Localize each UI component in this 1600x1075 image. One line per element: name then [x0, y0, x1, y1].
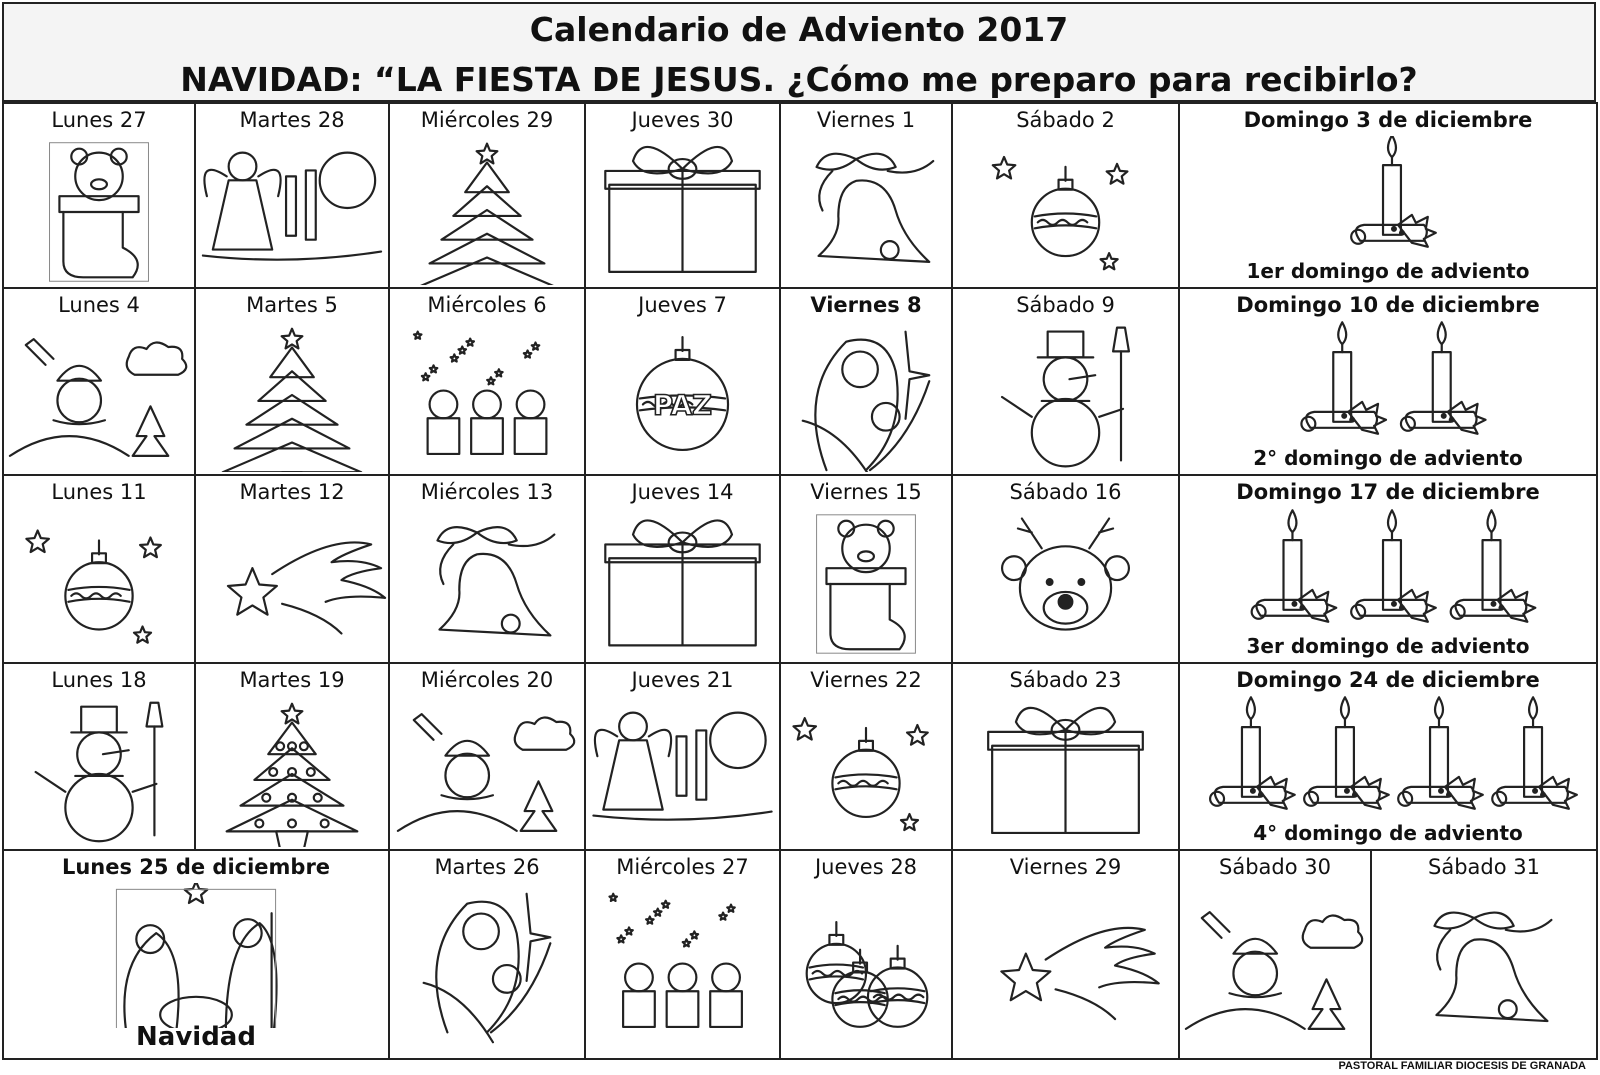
navidad-caption: Navidad	[136, 1022, 256, 1052]
day-label: Jueves 28	[814, 855, 918, 879]
bell-icon	[390, 508, 584, 660]
snowman-icon	[953, 321, 1178, 472]
day-label: Martes 28	[239, 108, 345, 132]
advent-candle-icon	[1180, 136, 1596, 257]
calendar-day-cell	[951, 662, 1180, 851]
advent-sunday-caption: 2° domingo de adviento	[1253, 446, 1523, 470]
virgin-mary-icon	[781, 321, 951, 472]
day-label: Sábado 9	[1016, 293, 1115, 317]
calendar-day-cell	[779, 474, 953, 664]
gift-box-icon	[586, 136, 779, 285]
advent-candle-icon	[1180, 508, 1596, 632]
bell-icon	[781, 136, 951, 285]
day-label: Viernes 22	[810, 668, 922, 692]
calendar-day-cell	[2, 102, 196, 289]
nativity-icon	[4, 883, 388, 1028]
calendar-day-cell	[1178, 102, 1598, 289]
calendar-day-cell	[194, 662, 390, 851]
calendar-day-cell	[779, 287, 953, 476]
calendar-day-cell	[388, 102, 586, 289]
snowman-broom-cloud-icon	[390, 696, 584, 847]
calendar-day-cell	[951, 474, 1180, 664]
stocking-bear-icon	[781, 508, 951, 660]
ornament-icon	[953, 136, 1178, 285]
calendar-day-cell	[1370, 849, 1598, 1060]
snowman-broom-cloud-icon	[1180, 883, 1370, 1056]
day-label: Miércoles 27	[616, 855, 749, 879]
day-label: Domingo 24 de diciembre	[1236, 668, 1540, 692]
calendar-day-cell	[194, 102, 390, 289]
svg-text:PAZ: PAZ	[652, 388, 713, 422]
day-label: Viernes 1	[816, 108, 916, 132]
carolers-icon	[586, 883, 779, 1056]
advent-candle-icon	[1180, 696, 1596, 819]
day-label: Sábado 23	[1009, 668, 1122, 692]
calendar-day-cell	[388, 849, 586, 1060]
ornament-icon	[781, 696, 951, 847]
day-label: Domingo 17 de diciembre	[1236, 480, 1540, 504]
day-label: Miércoles 20	[420, 668, 554, 692]
day-label: Sábado 16	[1009, 480, 1122, 504]
paz-ornament-icon	[586, 321, 779, 472]
calendar-day-cell	[584, 849, 781, 1060]
angel-candles-icon	[586, 696, 779, 847]
day-label: Martes 19	[239, 668, 345, 692]
footer-credit: PASTORAL FAMILIAR DIOCESIS DE GRANADA	[1338, 1060, 1586, 1072]
snowman-icon	[4, 696, 194, 847]
day-label: Jueves 7	[638, 293, 727, 317]
day-label: Domingo 10 de diciembre	[1236, 293, 1540, 317]
calendar-day-cell	[1178, 474, 1598, 664]
calendar-day-cell	[388, 662, 586, 851]
day-label: Viernes 15	[810, 480, 922, 504]
calendar-day-cell	[779, 102, 953, 289]
decorated-tree-icon	[196, 696, 388, 847]
three-ornaments-icon	[781, 883, 951, 1056]
calendar-day-cell	[1178, 287, 1598, 476]
ornament-icon	[4, 508, 194, 660]
christmas-tree-icon	[196, 321, 388, 472]
calendar-day-cell	[2, 474, 196, 664]
day-label: Domingo 3 de diciembre	[1243, 108, 1533, 132]
advent-calendar-grid	[2, 102, 1596, 1058]
gift-box-icon	[586, 508, 779, 660]
calendar-day-cell	[584, 287, 781, 476]
day-label: Lunes 27	[51, 108, 147, 132]
calendar-day-cell	[951, 102, 1180, 289]
virgin-mary-icon	[390, 883, 584, 1056]
gift-box-icon	[953, 696, 1178, 847]
christmas-tree-icon	[390, 136, 584, 285]
day-label: Sábado 31	[1428, 855, 1540, 879]
shooting-star-icon	[953, 883, 1178, 1056]
calendar-day-cell	[2, 849, 390, 1060]
day-label: Jueves 21	[631, 668, 734, 692]
calendar-day-cell	[584, 662, 781, 851]
calendar-day-cell	[194, 287, 390, 476]
calendar-day-cell	[388, 474, 586, 664]
day-label: Viernes 29	[1009, 855, 1122, 879]
advent-sunday-caption: 3er domingo de adviento	[1246, 634, 1530, 658]
calendar-day-cell	[951, 849, 1180, 1060]
calendar-day-cell	[779, 849, 953, 1060]
calendar-day-cell	[2, 287, 196, 476]
day-label: Lunes 25 de diciembre	[61, 855, 331, 879]
shooting-star-icon	[196, 508, 388, 660]
bell-icon	[1372, 883, 1596, 1056]
day-label: Miércoles 6	[427, 293, 547, 317]
calendar-header	[2, 2, 1596, 102]
calendar-day-cell	[194, 474, 390, 664]
calendar-day-cell	[779, 662, 953, 851]
advent-candle-icon	[1180, 321, 1596, 444]
calendar-day-cell	[584, 474, 781, 664]
day-label: Miércoles 13	[420, 480, 554, 504]
snowman-broom-cloud-icon	[4, 321, 194, 472]
day-label: Sábado 2	[1016, 108, 1115, 132]
carolers-icon	[390, 321, 584, 472]
day-label: Lunes 18	[51, 668, 147, 692]
calendar-day-cell	[2, 662, 196, 851]
advent-sunday-caption: 4° domingo de adviento	[1253, 821, 1523, 845]
day-label: Lunes 4	[58, 293, 140, 317]
day-label: Martes 12	[239, 480, 345, 504]
calendar-day-cell	[584, 102, 781, 289]
advent-sunday-caption: 1er domingo de adviento	[1246, 259, 1530, 283]
day-label: Sábado 30	[1219, 855, 1331, 879]
day-label: Martes 5	[246, 293, 338, 317]
calendar-day-cell	[388, 287, 586, 476]
angel-candles-icon	[196, 136, 388, 285]
day-label: Jueves 14	[631, 480, 734, 504]
reindeer-icon	[953, 508, 1178, 660]
calendar-day-cell	[1178, 849, 1372, 1060]
day-label: Miércoles 29	[420, 108, 554, 132]
stocking-bear-icon	[4, 136, 194, 285]
calendar-day-cell	[951, 287, 1180, 476]
calendar-day-cell	[1178, 662, 1598, 851]
day-label: Viernes 8	[810, 293, 922, 317]
day-label: Lunes 11	[51, 480, 147, 504]
calendar-title: Calendario de Adviento 2017	[529, 10, 1069, 49]
day-label: Martes 26	[434, 855, 540, 879]
day-label: Jueves 30	[631, 108, 734, 132]
calendar-subtitle: NAVIDAD: “LA FIESTA DE JESUS. ¿Cómo me preparo para recibirlo?	[180, 60, 1418, 99]
